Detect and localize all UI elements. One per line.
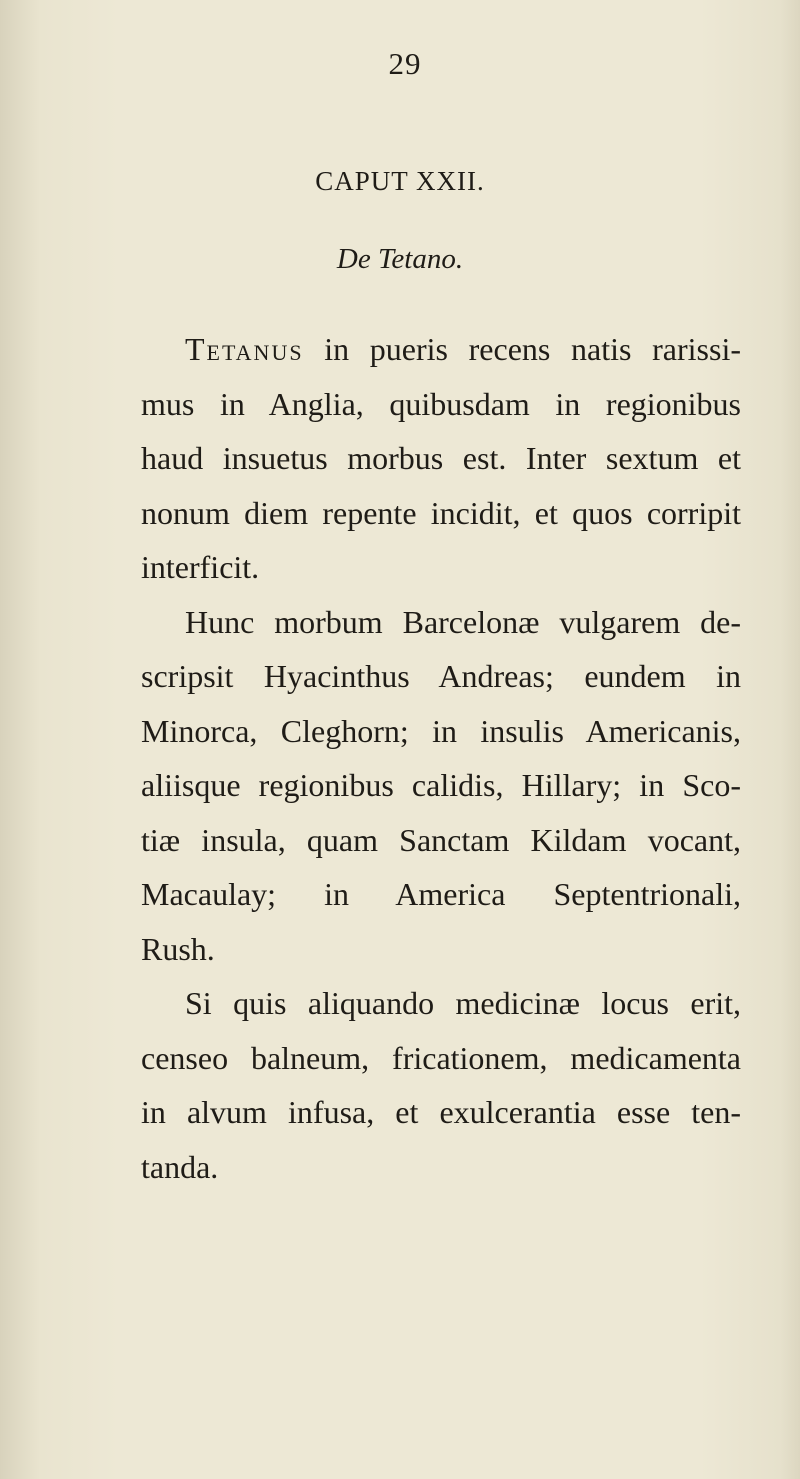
chapter-subtitle: De Tetano. [336,243,464,275]
body-text [141,322,741,1194]
text-line: censeo balneum, fricationem, medicamenta [141,1039,741,1076]
text-line: Si quis aliquando medicinæ locus erit, [185,985,741,1021]
text-line: Rush. [141,930,215,967]
text-line: in alvum infusa, et exulcerantia esse ten- [141,1094,741,1130]
text-line [141,322,741,377]
text-line: tiæ insula, quam Sanctam Kildam vocant, [141,821,741,858]
chapter-heading: CAPUT XXII. [315,166,485,196]
text-line: Macaulay; in America Septentrionali, [141,876,741,912]
line-text: in pueris recens natis rarissi- [303,331,741,367]
lead-word: Tetanus [185,331,304,367]
page-number: 29 [388,46,422,81]
text-line: Minorca, Cleghorn; in insulis Americanis, [141,712,741,749]
text-line: mus in Anglia, quibusdam in regionibus [141,385,741,422]
text-line: aliisque regionibus calidis, Hillary; in Sco- [141,767,741,803]
text-line: tanda. [141,1148,219,1185]
text-line: haud insuetus morbus est. Inter sextum et [141,440,741,476]
text-line: nonum diem repente incidit, et quos corripit [141,494,741,531]
text-line: scripsit Hyacinthus Andreas; eundem in [141,658,741,694]
text-line: interficit. [141,549,260,585]
text-line: Hunc morbum Barcelonæ vulgarem de- [185,603,741,640]
